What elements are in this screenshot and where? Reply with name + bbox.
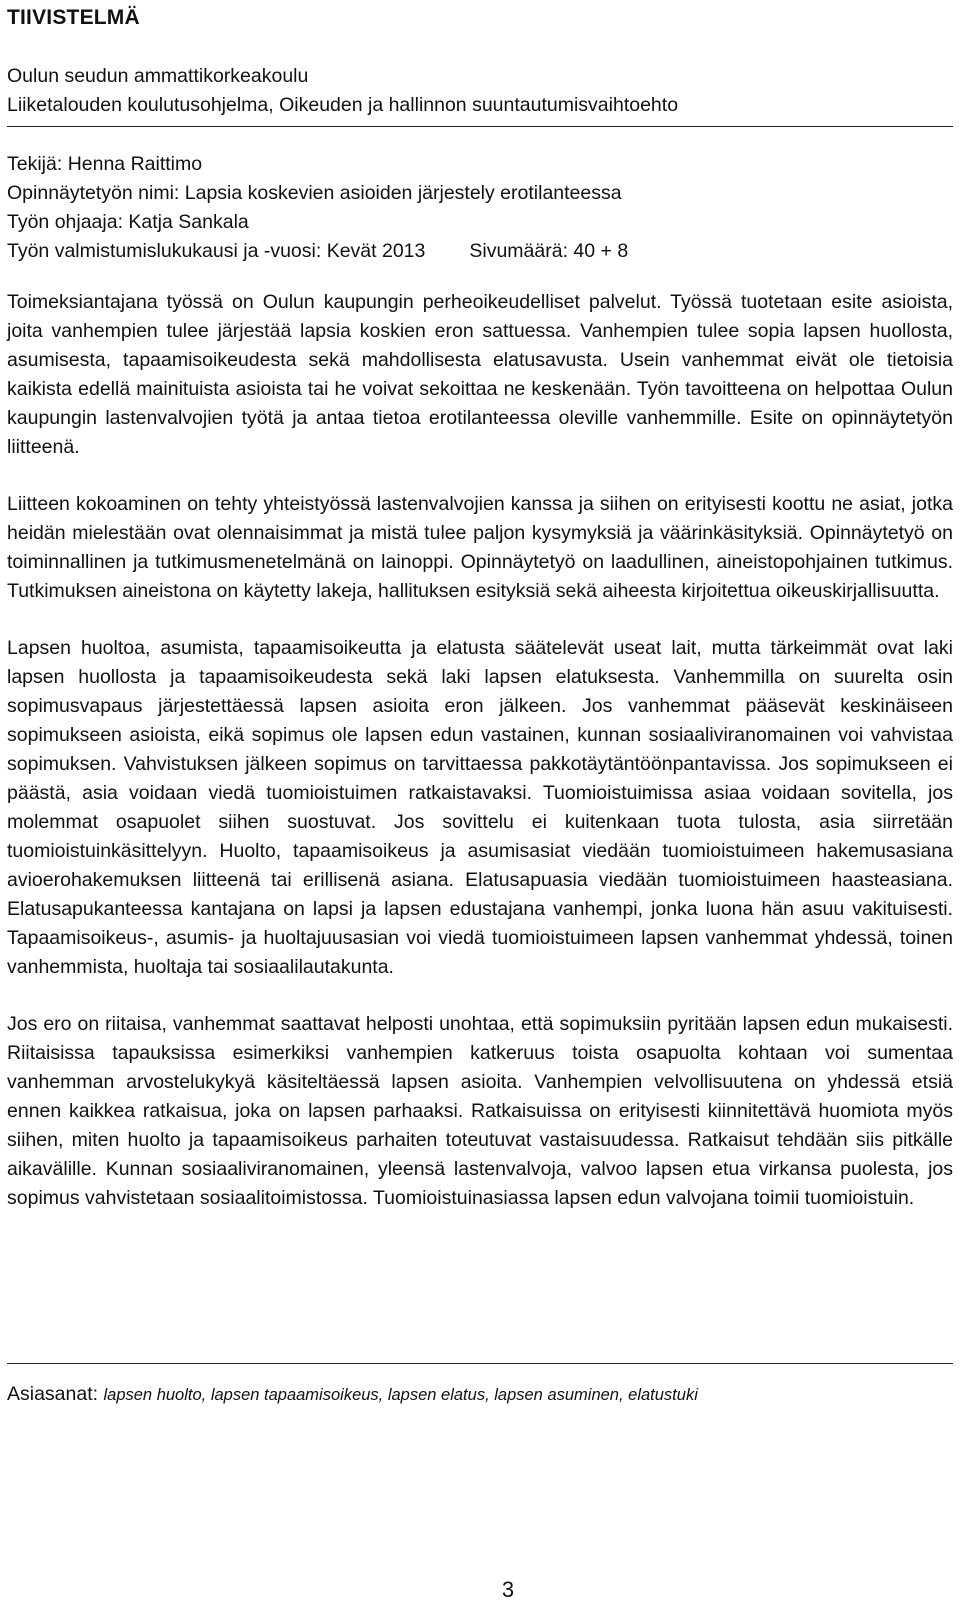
supervisor-line: Työn ohjaaja: Katja Sankala	[7, 211, 249, 233]
abstract-paragraph: Liitteen kokoaminen on tehty yhteistyössä lastenvalvojien kanssa ja siihen on erityisesti koottu ne asiat, jotka heidän mielestään ovat olennaisimmat ja mistä tulee paljon kysymyksiä ja väärinkäsityksiä. Opinnäytetyö on toiminnallinen ja tutkimusmenetelmänä on lainoppi. Opinnäytetyö on laadullinen, aineistopohjainen tutkimus. Tutkimuksen aineistona on käytetty lakeja, hallituksen esityksiä sekä aiheesta kirjoitettua oikeuskirjallisuutta.	[7, 493, 953, 602]
abstract-paragraph: Jos ero on riitaisa, vanhemmat saattavat helposti unohtaa, että sopimuksiin pyritään lapsen edun mukaisesti. Riitaisissa tapauksissa esimerkiksi vanhempien katkeruus toista osapuolta kohtaan voi sumentaa vanhemman arvostelukykyä käsiteltäessä lapsen asioita. Vanhempien velvollisuutena on yhdessä etsiä ennen kaikkea ratkaisua, joka on lapsen parhaaksi. Ratkaisuissa on erityisesti kiinnitettävä huomiota myös siihen, miten huolto ja tapaamisoikeus parhaiten toteutuvat vastaisuudessa. Ratkaisut tehdään siis pitkälle aikavälille. Kunnan sosiaaliviranomainen, yleensä lastenvalvoja, valvoo lapsen etua virkansa puolesta, jos sopimus vahvistetaan sosiaalitoimistossa. Tuomioistuinasiassa lapsen edun valvojana toimii tuomioistuin.	[7, 1013, 953, 1209]
thesis-title-line: Opinnäytetyön nimi: Lapsia koskevien asioiden järjestely erotilanteessa	[7, 182, 622, 204]
page-count: Sivumäärä: 40 + 8	[469, 240, 629, 262]
document-page	[7, 0, 953, 1614]
abstract-paragraph: Lapsen huoltoa, asumista, tapaamisoikeutta ja elatusta säätelevät useat lait, mutta tärkeimmät ovat laki lapsen huollosta ja tapaamisoikeudesta sekä laki lapsen elatuksesta. Vanhemmilla on suurelta osin sopimusvapaus järjestettäessä lapsen asioita eron jälkeen. Jos vanhemmat pääsevät keskinäiseen sopimukseen asioista, eikä sopimus ole lapsen edun vastainen, kunnan sosiaaliviranomainen voi vahvistaa sopimuksen. Vahvistuksen jälkeen sopimus on tarvittaessa pakkotäytäntöönpantavissa. Jos sopimukseen ei päästä, asia voidaan viedä tuomioistuimen ratkaistavaksi. Tuomioistuimissa asiaa voidaan sovitella, jos molemmat osapuolet siihen suostuvat. Jos sovittelu ei kuitenkaan tuota tulosta, asia siirretään tuomioistuinkäsittelyyn. Huolto, tapaamisoikeus ja asumisasiat viedään tuomioistuimeen hakemusasiana avioerohakemuksen liitteenä tai erillisenä asiana. Elatusapuasia viedään tuomioistuimeen haasteasiana. Elatusapukanteessa kantajana on lapsi ja lapsen edustajana vanhempi, jonka luona hän asuu vakituisesti. Tapaamisoikeus-, asumis- ja huoltajuusasian voi viedä tuomioistuimeen lapsen vanhemmat yhdessä, toinen vanhemmista, huoltaja tai sosiaalilautakunta.	[7, 637, 953, 978]
bottom-divider	[7, 1363, 953, 1364]
organization-name: Oulun seudun ammattikorkeakoulu	[7, 65, 309, 87]
page-title: TIIVISTELMÄ	[7, 6, 140, 29]
keywords-line	[7, 1380, 953, 1410]
degree-programme: Liiketalouden koulutusohjelma, Oikeuden ja hallinnon suuntautumisvaihtoehto	[7, 94, 679, 116]
author-line: Tekijä: Henna Raittimo	[7, 153, 203, 175]
page-number: 3	[501, 1577, 515, 1602]
abstract-body	[7, 288, 953, 1241]
institution-block	[7, 62, 953, 120]
keywords-label: Asiasanat:	[7, 1383, 99, 1405]
completion-time: Työn valmistumislukukausi ja -vuosi: Kevät 2013	[7, 240, 426, 262]
completion-line	[7, 237, 953, 266]
keywords-values: lapsen huolto, lapsen tapaamisoikeus, lapsen elatus, lapsen asuminen, elatustuki	[103, 1386, 698, 1404]
thesis-info-block	[7, 150, 953, 266]
top-divider	[7, 126, 953, 127]
abstract-paragraph: Toimeksiantajana työssä on Oulun kaupungin perheoikeudelliset palvelut. Työssä tuotetaan esite asioista, joita vanhempien tulee järjestää lapsia koskien eron sattuessa. Vanhempien tulee sopia lapsen huollosta, asumisesta, tapaamisoikeudesta sekä mahdollisesta elatusavusta. Usein vanhemmat eivät ole tietoisia kaikista edellä mainituista asioista tai he voivat sekoittaa ne keskenään. Työn tavoitteena on helpottaa Oulun kaupungin lastenvalvojien työtä ja antaa tietoa erotilanteessa oleville vanhemmille. Esite on opinnäytetyön liitteenä.	[7, 291, 953, 458]
